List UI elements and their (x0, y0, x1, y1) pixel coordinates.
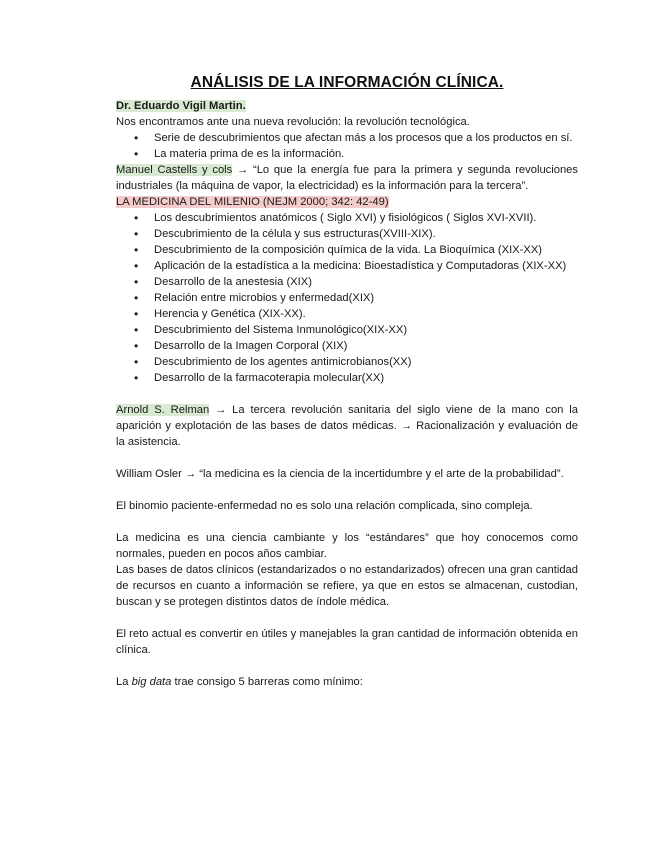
spacer (116, 610, 578, 626)
estandares-paragraph: La medicina es una ciencia cambiante y los “estándares” que hoy conocemos como normales, pueden en pocos años cambiar. (116, 532, 578, 560)
list-item: • Herencia y Genética (XIX-XX). (154, 306, 578, 322)
list-item: • Los descubrimientos anatómicos ( Siglo XVI) y fisiológicos ( Siglos XVI-XVII). (154, 210, 578, 226)
list-item: • La materia prima de es la información. (154, 146, 578, 162)
bigdata-paragraph (116, 674, 578, 690)
list-item: • Descubrimiento de la célula y sus estructuras(XVIII-XIX). (154, 226, 578, 242)
page-title: ANÁLISIS DE LA INFORMACIÓN CLÍNICA. (190, 74, 504, 91)
osler-quote: William Osler → “la medicina es la ciencia de la incertidumbre y el arte de la probabilidad”. (116, 468, 564, 480)
list-item: • Aplicación de la estadística a la medicina: Bioestadística y Computadoras (XIX-XX) (154, 258, 578, 274)
spacer (116, 450, 578, 466)
relman-text: → La tercera revolución sanitaria del siglo viene de la mano con la aparición y explotación de las bases de datos médicas. → Racionalización y evaluación de la asistencia. (116, 404, 578, 448)
spacer (116, 482, 578, 498)
list-item: • Desarrollo de la farmacoterapia molecular(XX) (154, 370, 578, 386)
list-item: • Serie de descubrimientos que afectan más a los procesos que a los productos en sí. (154, 130, 578, 146)
milenio-heading-line (116, 194, 578, 210)
relman-name: Arnold S. Relman (116, 404, 210, 416)
intro-paragraph: Nos encontramos ante una nueva revolución: la revolución tecnológica. (116, 116, 470, 128)
spacer (116, 658, 578, 674)
castells-quote (116, 162, 578, 194)
binomio-paragraph: El binomio paciente-enfermedad no es solo una relación complicada, sino compleja. (116, 500, 533, 512)
spacer (116, 514, 578, 530)
list-item: • Relación entre microbios y enfermedad(XIX) (154, 290, 578, 306)
bases-paragraph: Las bases de datos clínicos (estandarizados o no estandarizados) ofrecen una gran cantidad de recursos en cuanto a información se refiere, ya que en estos se almacenan, custodian, buscan y se protegen distintos datos de índole médica. (116, 564, 578, 608)
milenio-heading: LA MEDICINA DEL MILENIO (NEJM 2000; 342: 42-49) (116, 196, 389, 208)
list-item: • Descubrimiento de los agentes antimicrobianos(XX) (154, 354, 578, 370)
bigdata-term: big data (131, 676, 172, 688)
bigdata-pre: La (116, 676, 132, 688)
author-name: Dr. Eduardo Vigil Martin. (116, 100, 246, 112)
castells-name: Manuel Castells y cols (116, 164, 233, 176)
list-item: • Descubrimiento de la composición química de la vida. La Bioquímica (XIX-XX) (154, 242, 578, 258)
bigdata-post: trae consigo 5 barreras como mínimo: (171, 676, 363, 688)
relman-paragraph (116, 402, 578, 450)
spacer (116, 386, 578, 402)
reto-paragraph: El reto actual es convertir en útiles y manejables la gran cantidad de información obtenida en clínica. (116, 628, 578, 656)
author-line (116, 98, 578, 114)
list-item: • Descubrimiento del Sistema Inmunológico(XIX-XX) (154, 322, 578, 338)
intro-bullet-list (116, 130, 578, 162)
castells-text: → “Lo que la energía fue para la primera y segunda revoluciones industriales (la máquina de vapor, la electricidad) es la información para la tercera”. (116, 164, 579, 192)
milenio-bullet-list (116, 210, 578, 386)
list-item: • Desarrollo de la anestesia (XIX) (154, 274, 578, 290)
list-item: • Desarrollo de la Imagen Corporal (XIX) (154, 338, 578, 354)
